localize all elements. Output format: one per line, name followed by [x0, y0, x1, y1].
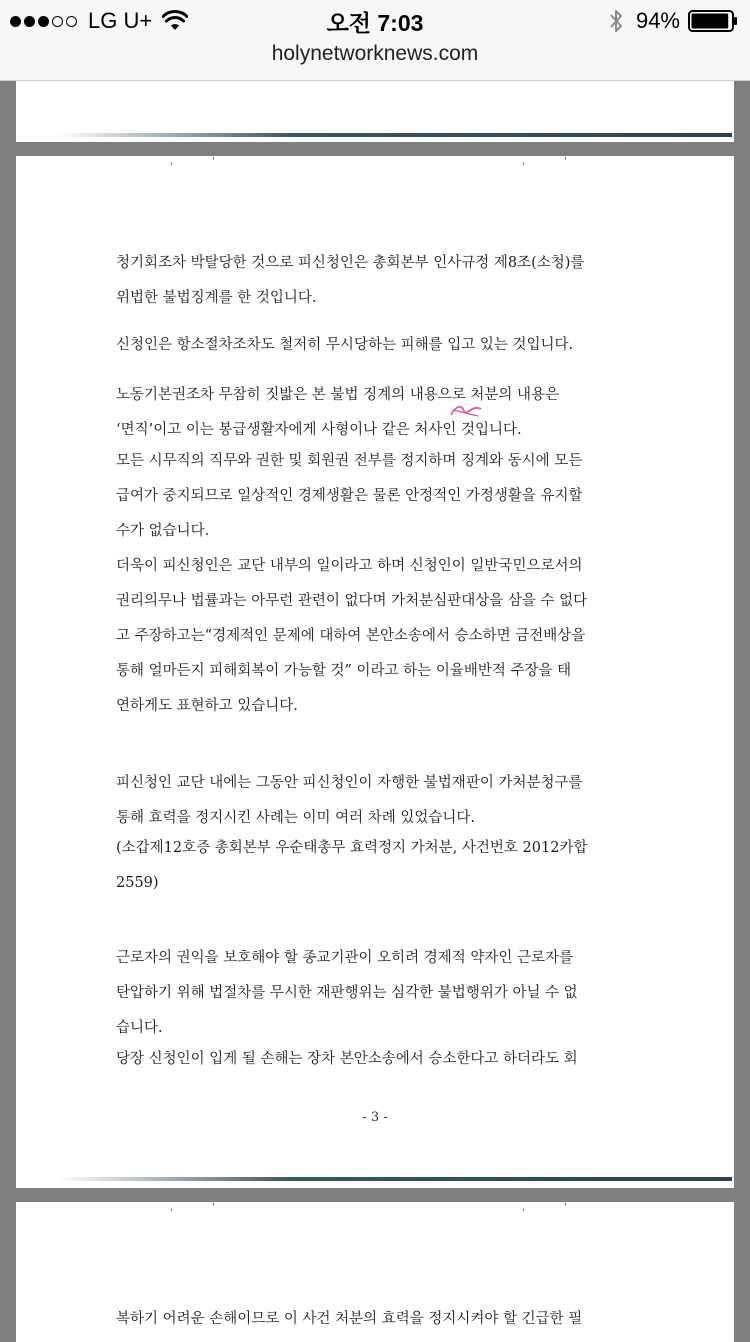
paragraph [116, 766, 636, 836]
carrier-name: LG U+ [88, 8, 153, 33]
text-line: 통해 효력을 정지시킨 사례는 이미 여러 차례 있었습니다. [116, 810, 476, 826]
battery-area [608, 6, 738, 36]
paragraph [116, 444, 636, 549]
next-page-first-line [116, 1302, 636, 1337]
text-line: 노동기본권조차 무참히 짓밟은 본 불법 징계의 내용으로 처분의 내용은 [116, 387, 560, 403]
paragraph [116, 941, 636, 1046]
text-line: 연하게도 표현하고 있습니다. [116, 698, 298, 714]
document-page-previous [16, 80, 734, 142]
paragraph [116, 328, 636, 363]
text-line: 통해 얼마든지 피해회복이 가능할 것” 이라고 하는 이율배반적 주장을 태 [116, 663, 572, 679]
text-line: 복하기 어려운 손해이므로 이 사건 처분의 효력을 정지시켜야 할 긴급한 필 [116, 1311, 583, 1327]
text-line: (소갑제12호증 총회본부 우순태총무 효력정지 가처분, 사건번호 2012카합 [116, 840, 588, 856]
paragraph [116, 831, 636, 901]
battery-percentage: 94% [635, 8, 680, 33]
paragraph [116, 378, 636, 448]
text-line: 급여가 중지되므로 일상적인 경제생활은 물론 안정적인 가정생활을 유지할 [116, 488, 583, 504]
paragraph [116, 549, 636, 724]
text-line: 습니다. [116, 1020, 163, 1036]
page-number: - 3 - [362, 1110, 388, 1125]
text-line: ‘면직’이고 이는 봉급생활자에게 사형이나 같은 처사인 것입니다. [116, 422, 522, 438]
scan-mark: ' [212, 156, 215, 167]
text-line: 모든 시무직의 직무와 권한 및 회원권 전부를 정지하며 징계와 동시에 모든 [116, 453, 583, 469]
correction-stamp-icon [448, 401, 484, 421]
text-line: 위법한 불법징계를 한 것입니다. [116, 290, 317, 306]
scan-mark: ' [564, 156, 567, 167]
paragraph [116, 1042, 636, 1077]
text-line: 권리의무나 법률과는 아무런 관련이 없다며 가처분심판대상을 삼을 수 없다 [116, 593, 588, 609]
text-line: 청기회조차 박탈당한 것으로 피신청인은 총회본부 인사규정 제8조(소청)를 [116, 255, 585, 271]
browser-status-bar [0, 0, 750, 81]
scan-mark: ' [564, 1202, 567, 1213]
text-line: 2559) [116, 875, 159, 891]
text-line: 더욱이 피신청인은 교단 내부의 일이라고 하며 신청인이 일반국민으로서의 [116, 558, 583, 574]
text-line: 근로자의 권익을 보호해야 할 종교기관이 오히려 경제적 약자인 근로자를 [116, 950, 574, 966]
address-bar-url[interactable]: holynetworknews.com [271, 42, 479, 65]
scan-mark: , [170, 1202, 174, 1213]
text-line: 피신청인 교단 내에는 그동안 피신청인이 자행한 불법재판이 가처분청구를 [116, 775, 583, 791]
scan-mark: , [522, 1202, 526, 1213]
scan-mark: , [522, 156, 526, 167]
scan-mark: ' [212, 1202, 215, 1213]
text-line: 당장 신청인이 입게 될 손해는 장차 본안소송에서 승소한다고 하더라도 회 [116, 1051, 578, 1067]
text-line: 고 주장하고는“경제적인 문제에 대하여 본안소송에서 승소하면 금전배상을 [116, 628, 586, 644]
text-line: 신청인은 항소절차조차도 철저히 무시당하는 피해를 입고 있는 것입니다. [116, 337, 574, 353]
page-footer-rule [56, 1177, 732, 1181]
clock: 오전 7:03 [326, 10, 424, 36]
page-footer-rule [56, 133, 732, 137]
battery-icon [688, 10, 738, 32]
document-page-next [16, 1202, 734, 1342]
text-line: 탄압하기 위해 법절차를 무시한 재판행위는 심각한 불법행위가 아닐 수 없 [116, 985, 578, 1001]
document-page-current [16, 156, 734, 1188]
scan-mark: , [170, 156, 174, 167]
text-line: 수가 없습니다. [116, 523, 210, 539]
paragraph [116, 246, 636, 316]
bluetooth-icon [608, 8, 624, 34]
